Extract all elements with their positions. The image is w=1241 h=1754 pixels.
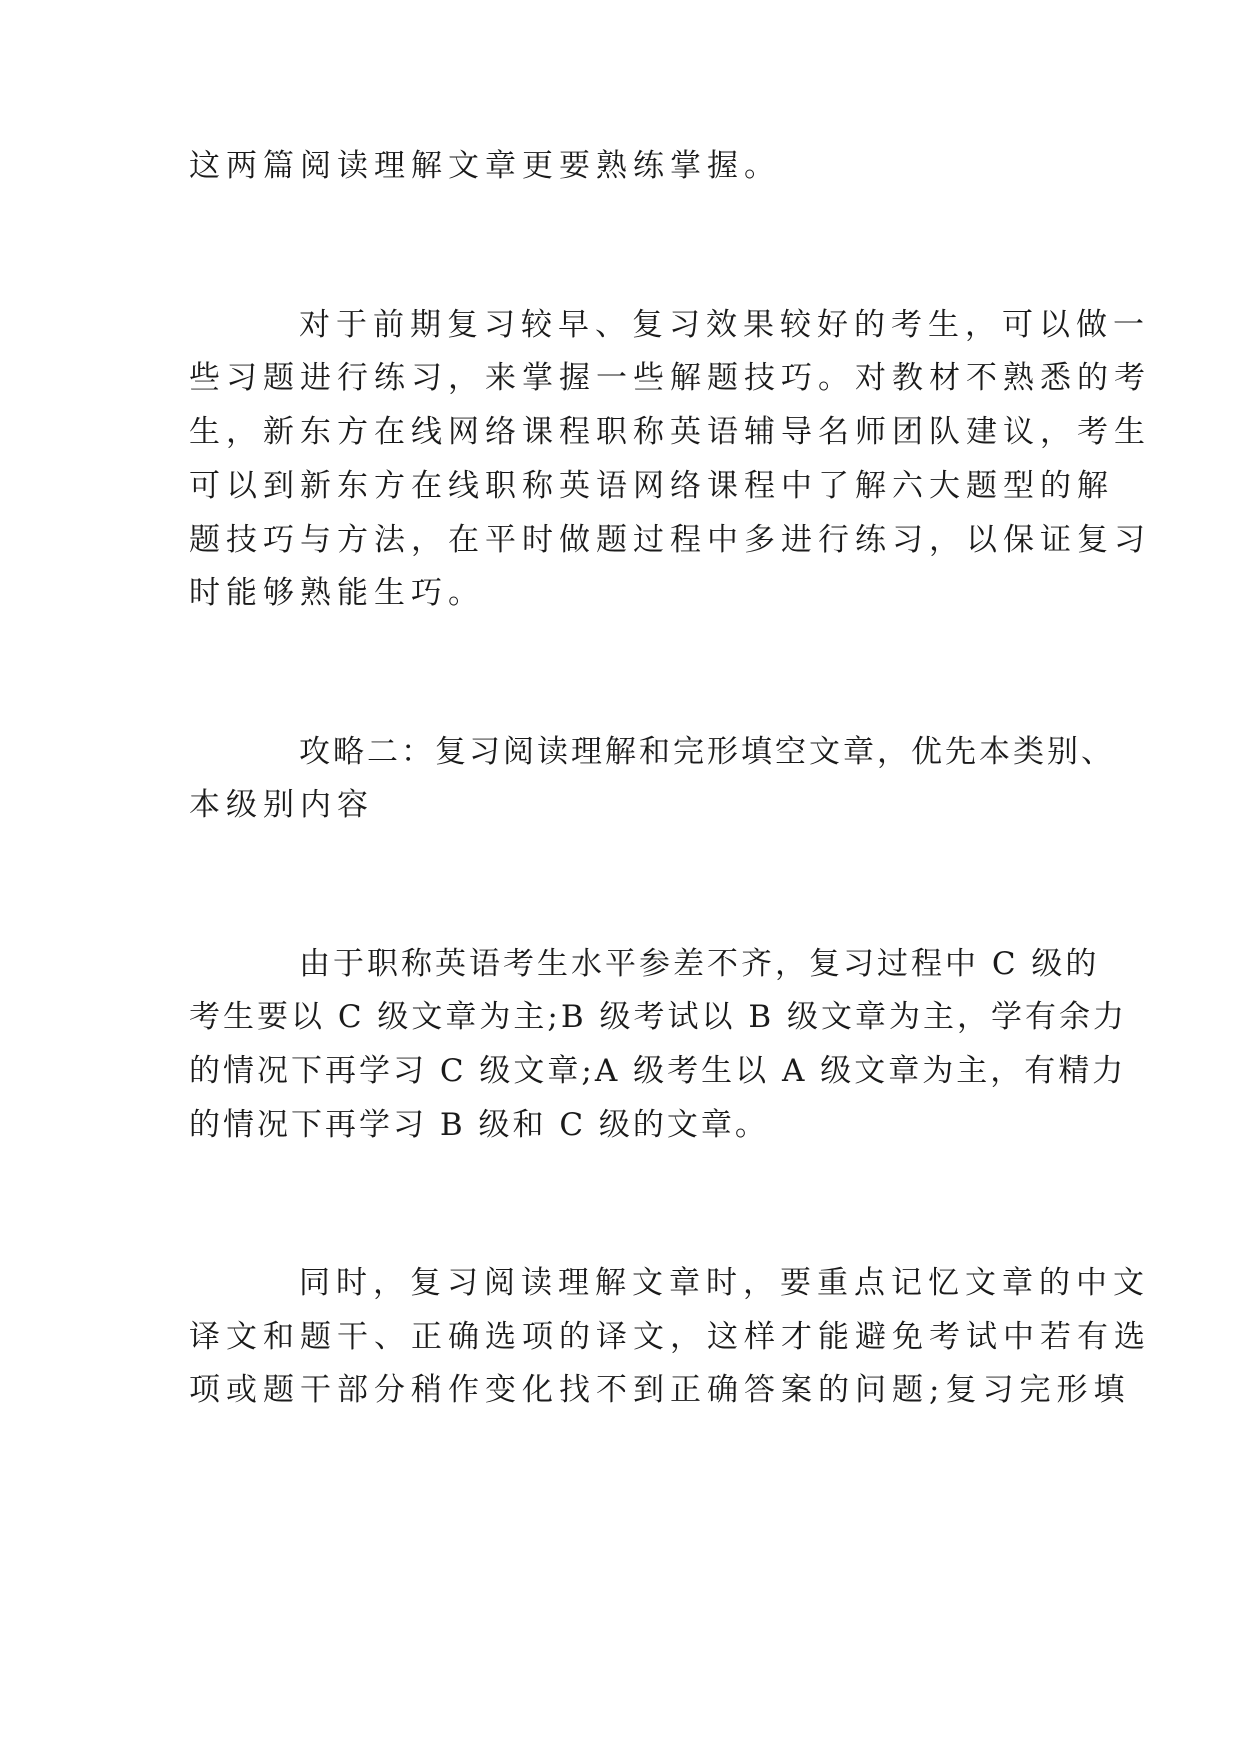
section-heading: 本级别内容: [189, 787, 374, 823]
paragraph-line: 项或题干部分稍作变化找不到正确答案的问题;复习完形填: [189, 1372, 1131, 1408]
paragraph-line: 的情况下再学习 C 级文章;A 级考生以 A 级文章为主，有精力: [189, 1053, 1127, 1089]
paragraph-line: 由于职称英语考生水平参差不齐，复习过程中 C 级的: [299, 946, 1100, 982]
paragraph-line: 这两篇阅读理解文章更要熟练掌握。: [189, 148, 781, 184]
paragraph-line: 译文和题干、正确选项的译文，这样才能避免考试中若有选: [189, 1319, 1151, 1355]
paragraph-line: 的情况下再学习 B 级和 C 级的文章。: [189, 1107, 769, 1143]
paragraph-line: 时能够熟能生巧。: [189, 575, 485, 611]
paragraph-line: 生，新东方在线网络课程职称英语辅导名师团队建议，考生: [189, 414, 1151, 450]
paragraph-line: 同时，复习阅读理解文章时，要重点记忆文章的中文: [299, 1265, 1150, 1301]
section-heading: 攻略二：复习阅读理解和完形填空文章，优先本类别、: [299, 734, 1115, 770]
paragraph-line: 些习题进行练习，来掌握一些解题技巧。对教材不熟悉的考: [189, 360, 1151, 396]
paragraph-line: 题技巧与方法，在平时做题过程中多进行练习，以保证复习: [189, 522, 1151, 558]
paragraph-line: 对于前期复习较早、复习效果较好的考生，可以做一: [299, 307, 1150, 343]
paragraph-line: 可以到新东方在线职称英语网络课程中了解六大题型的解: [189, 468, 1114, 504]
paragraph-line: 考生要以 C 级文章为主;B 级考试以 B 级文章为主，学有余力: [189, 999, 1127, 1035]
